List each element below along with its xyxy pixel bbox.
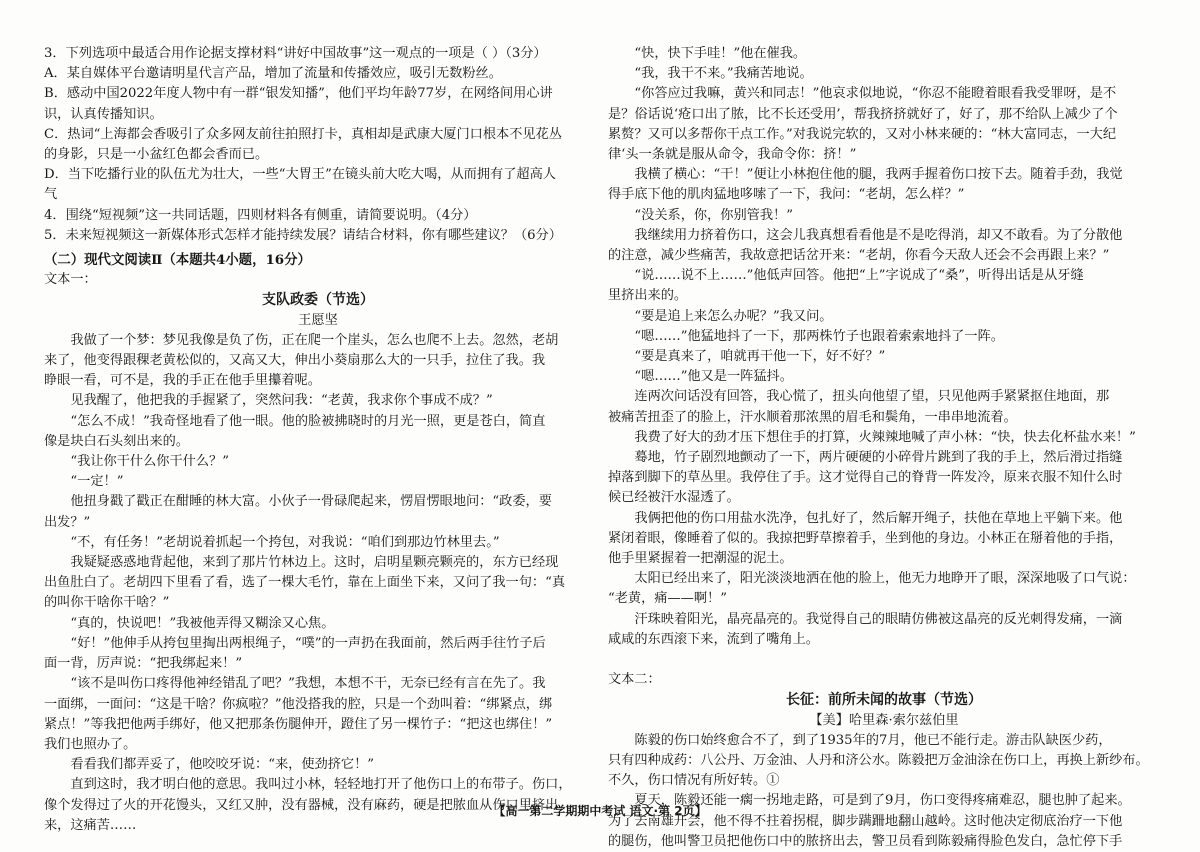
story1-line: “没关系，你，你别管我！” xyxy=(634,207,793,223)
question-line: 5．未来短视频这一新媒体形式怎样才能持续发展？请结合材料，你有哪些建议？（6分） xyxy=(44,227,562,243)
story1-line: “真的，快说吧！”我被他弄得又糊涂又心焦。 xyxy=(70,615,335,631)
right-column xyxy=(608,44,1160,849)
story1-title: 支队政委（节选） xyxy=(262,292,374,309)
story2-line: 不久，伤口情况有所好转。① xyxy=(608,773,780,789)
story1-line: 是？俗话说‘疮口出了脓，比不长还受用’，帮我挤挤就好了，好了，那不给队上减少了个 xyxy=(608,106,1118,122)
story1-line: 掉落到脚下的草丛里。我停住了手。这才觉得自己的脊背一阵发冷，原来衣服不知什么时 xyxy=(608,470,1123,486)
story1-line: “说……说不上……”他低声回答。他把“上”字说成了“桑”，听得出话是从牙缝 xyxy=(634,268,1084,284)
section-heading: （二）现代文阅读Ⅱ（本题共4小题，16分） xyxy=(44,252,311,269)
story1-line: 像个发得过了火的开花馒头，又红又肿，没有器械，没有麻药，硬是把脓血从伤口里挤出 xyxy=(44,797,559,813)
story1-line: 我俩把他的伤口用盐水洗净，包扎好了，然后解开绳子，扶他在草地上平躺下来。他 xyxy=(634,510,1123,526)
story2-line: 只有四种成药：八公丹、万金油、人丹和济公水。陈毅把万金油涂在伤口上，再换上新纱布。 xyxy=(608,752,1149,768)
text2-label: 文本二： xyxy=(608,672,661,688)
story1-line: 里挤出来的。 xyxy=(608,288,688,304)
story1-line: “怎么不成！”我奇怪地看了他一眼。他的脸被拂晓时的月光一照，更是苍白，简直 xyxy=(70,413,546,429)
page-footer: 【高一第二学期期中考试 语文·第 2页】 xyxy=(493,804,707,818)
story1-line: 他扭身戳了戳正在酣睡的林大富。小伙子一骨碌爬起来，愣眉愣眼地问：“政委，要 xyxy=(70,494,552,510)
story1-line: 蓦地，竹子剧烈地颤动了一下，两片硬硬的小碎骨片跳到了我的手上，然后滑过指缝 xyxy=(634,450,1123,466)
story1-line: 我们也照办了。 xyxy=(44,736,137,752)
question-line: C．热词“上海都会香吸引了众多网友前往拍照打卡，真相却是武康大厦门口根本不见花丛 xyxy=(44,126,562,142)
question-line: 识，认真传播知识。 xyxy=(44,106,163,122)
story1-line: 被痛苦扭歪了的脸上，汗水顺着那浓黑的眉毛和鬓角，一串串地流着。 xyxy=(608,409,1017,425)
question-list xyxy=(44,44,592,246)
story1-line: 的叫你干啥你干啥？” xyxy=(44,595,170,611)
story1-line: 像是块白石头刻出来的。 xyxy=(44,433,190,449)
story1-line: 我做了一个梦：梦见我像是负了伤，正在爬一个崖头，怎么也爬不上去。忽然，老胡 xyxy=(70,332,559,348)
story1-continued xyxy=(608,44,1160,650)
story1-line: 我疑疑惑惑地背起他，来到了那片竹林边上。这时，启明星颗亮颗亮的，东方已经现 xyxy=(70,555,559,571)
story1-line: 来了，他变得跟稞老黄松似的，又高又大，伸出小葵扇那么大的一只手，拉住了我。我 xyxy=(44,353,546,369)
story1-line: “一定！” xyxy=(70,474,124,490)
left-column xyxy=(44,44,592,833)
story1-line: 候已经被汗水湿透了。 xyxy=(608,490,740,506)
story2-line: 夏天，陈毅还能一瘸一拐地走路，可是到了9月，伤口变得疼痛难忍，腿也肿了起来。 xyxy=(634,793,1131,809)
story2-body xyxy=(608,731,1160,852)
text1-label: 文本一： xyxy=(44,272,97,288)
story1-line: “要是真来了，咱就再干他一下，好不好？” xyxy=(634,349,886,365)
story1-line: 的注意，减少些痛苦，我故意把话岔开来：“老胡，你看今天敌人还会不会再跟上来？” xyxy=(608,248,1110,264)
story1-line: “我让你干什么你干什么？” xyxy=(70,454,229,470)
question-line: A．某自媒体平台邀请明星代言产品，增加了流量和传播效应，吸引无数粉丝。 xyxy=(44,66,502,82)
story1-line: 他手里紧握着一把潮湿的泥土。 xyxy=(608,551,793,567)
question-line: 气 xyxy=(44,187,58,203)
story1-line: 看看我们都弄妥了，他咬咬牙说：“来，使劲挤它！” xyxy=(70,757,374,773)
story1-line: 得手底下他的肌肉猛地哆嗦了一下，我问：“老胡，怎么样？” xyxy=(608,187,965,203)
story1-line: 汗珠映着阳光，晶亮晶亮的。我觉得自己的眼睛仿佛被这晶亮的反光刺得发痛，一滴 xyxy=(634,611,1123,627)
story1-line: 太阳已经出来了，阳光淡淡地洒在他的脸上，他无力地睁开了眼，深深地吸了口气说： xyxy=(634,571,1136,587)
story1-line: “我，我干不来。”我痛苦地说。 xyxy=(634,66,813,82)
question-line: B．感动中国2022年度人物中有一群“银发知播”，他们平均年龄77岁，在网络间用心讲 xyxy=(44,86,553,102)
story1-line: 面一背，厉声说：“把我绑起来！” xyxy=(44,656,243,672)
story1-line: 见我醒了，他把我的手握紧了，突然问我：“老黄，我求你个事成不成？” xyxy=(70,393,493,409)
story1-line: “好！”他伸手从挎包里掏出两根绳子，“噗”的一声扔在我面前，然后两手往竹子后 xyxy=(70,635,546,651)
story1-line: 紧点！”等我把他两手绑好，他又把那条伤腿伸开，蹬住了另一棵竹子：“把这也绑住！” xyxy=(44,716,553,732)
story1-line: 律‘头一条就是服从命令，我命令你：挤！” xyxy=(608,147,857,163)
story1-line: “嗯……”他又是一阵猛抖。 xyxy=(634,369,793,385)
story1-line: 紧闭着眼，像睡着了似的。我掠把野草擦着手，坐到他的身边。小林正在掰着他的手指， xyxy=(608,530,1123,546)
story1-line: 睁眼一看，可不是，我的手正在他手里攥着呢。 xyxy=(44,373,321,389)
story2-title: 长征：前所未闻的故事（节选） xyxy=(786,692,982,709)
story1-line: “该不是叫伤口疼得他神经错乱了吧？”我想，本想不干，无奈已经有言在先了。我 xyxy=(70,676,546,692)
story1-body xyxy=(44,331,592,836)
story1-line: “嗯……”他猛地抖了一下，那两株竹子也跟着索索地抖了一阵。 xyxy=(634,328,1004,344)
story1-line: 我横了横心：“干！”便让小林抱住他的腿，我两手握着伤口按下去。随着手劲，我觉 xyxy=(634,167,1123,183)
spacer xyxy=(608,650,1160,670)
story1-line: “你答应过我嘛，黄兴和同志！”他哀求似地说，“你忍不能瞪着眼看我受罪呀，是不 xyxy=(634,86,1117,102)
story1-line: 我继续用力挤着伤口，这会儿我真想看看他是不是吃得消，却又不敢看。为了分散他 xyxy=(634,227,1123,243)
story1-line: 出发？” xyxy=(44,514,91,530)
story1-line: 一面绑，一面问：“这是干啥？你疯啦？”他没搭我的腔，只是一个劲叫着：“绑紧点，绑 xyxy=(44,696,553,712)
story1-line: 我费了好大的劲才压下想住手的打算，火辣辣地喊了声小林：“快，快去化杯盐水来！” xyxy=(634,429,1136,445)
story1-line: “不，有任务！”老胡说着抓起一个挎包，对我说：“咱们到那边竹林里去。” xyxy=(70,534,500,550)
story2-line: 的腿伤，他叫警卫员把他伤口中的脓挤出去，警卫员看到陈毅痛得脸色发白，急忙停下手 xyxy=(608,833,1123,849)
story1-author: 王愿坚 xyxy=(298,312,338,328)
question-line: 3．下列选项中最适合用作论据支撑材料“讲好中国故事”这一观点的一项是（ ）（3分） xyxy=(44,46,547,61)
question-line: 的身影，只是一小盆红色都会香而已。 xyxy=(44,147,269,163)
story1-line: “要是追上来怎么办呢？”我又问。 xyxy=(634,308,833,324)
story1-line: 咸咸的东西滚下来，流到了嘴角上。 xyxy=(608,631,819,647)
question-line: 4．围绕“短视频”这一共同话题，四则材料各有侧重，请简要说明。（4分） xyxy=(44,207,477,223)
story2-line: 为了去南雄开会，他不得不拄着拐棍，脚步蹒跚地翻山越岭。这时他决定彻底治疗一下他 xyxy=(608,813,1123,829)
story1-line: “老黄，痛——啊！” xyxy=(608,591,727,607)
story1-line: 直到这时，我才明白他的意思。我叫过小林，轻轻地打开了他伤口上的布带子。伤口， xyxy=(70,777,572,793)
story1-line: 连两次问话没有回答，我心慌了，扭头向他望了望，只见他两手紧紧抠住地面，那 xyxy=(634,389,1110,405)
question-line: D．当下吃播行业的队伍尤为壮大，一些“大胃王”在镜头前大吃大喝，从而拥有了超高人 xyxy=(44,167,556,183)
story1-line: “快，快下手哇！”他在催我。 xyxy=(634,46,807,61)
story1-line: 累赘？又可以多帮你干点工作。”对我说完软的，又对小林来硬的：“林大富同志，一大纪 xyxy=(608,126,1117,142)
story2-author: 【美】哈里森·索尔兹伯里 xyxy=(809,712,959,728)
story2-line: 陈毅的伤口始终愈合不了，到了1935年的7月，他已不能行走。游击队缺医少药， xyxy=(634,732,1112,748)
story1-line: 出鱼肚白了。老胡四下里看了看，选了一棵大毛竹，靠在上面坐下来，又问了我一句：“真 xyxy=(44,575,566,591)
story1-line: 来，这痛苦…… xyxy=(44,817,137,833)
